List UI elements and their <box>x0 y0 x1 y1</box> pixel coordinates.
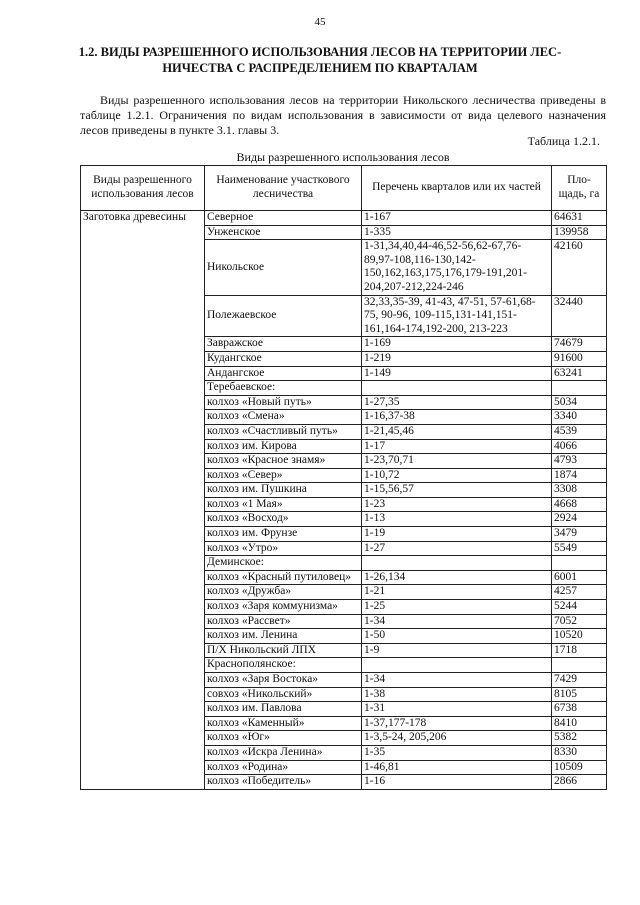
cell-area: 74679 <box>552 337 607 352</box>
cell-quarters: 1-23 <box>362 497 552 512</box>
cell-quarters: 1-50 <box>362 629 552 644</box>
cell-area: 1874 <box>552 468 607 483</box>
cell-quarters: 1-27,35 <box>362 395 552 410</box>
cell-quarters: 1-27 <box>362 541 552 556</box>
cell-district-name: совхоз «Никольский» <box>205 687 362 702</box>
cell-district-name: Никольское <box>205 240 362 295</box>
cell-quarters: 1-23,70,71 <box>362 454 552 469</box>
cell-quarters: 1-31,34,40,44-46,52-56,62-67,76-89,97-108,116-130,142-150,162,163,175,176,179-191,201-204,207-212,224-246 <box>362 240 552 295</box>
cell-area: 8105 <box>552 687 607 702</box>
cell-quarters: 1-31 <box>362 702 552 717</box>
cell-district-name: колхоз «Победитель» <box>205 775 362 790</box>
table-header-row <box>81 166 607 211</box>
cell-area: 139958 <box>552 225 607 240</box>
cell-area: 5034 <box>552 395 607 410</box>
forest-use-table <box>80 165 607 790</box>
cell-quarters: 1-35 <box>362 745 552 760</box>
cell-district-name: колхоз «Родина» <box>205 760 362 775</box>
table-caption: Виды разрешенного использования лесов <box>236 150 450 164</box>
header-district: Наименование участкового лесничества <box>205 166 362 211</box>
cell-quarters: 1-21,45,46 <box>362 424 552 439</box>
intro-paragraph <box>80 93 606 138</box>
cell-district-name: колхоз «Утро» <box>205 541 362 556</box>
cell-area <box>552 381 607 396</box>
cell-area: 5549 <box>552 541 607 556</box>
cell-district-name: колхоз им. Фрунзе <box>205 527 362 542</box>
cell-area: 63241 <box>552 366 607 381</box>
cell-district-name: Завражское <box>205 337 362 352</box>
cell-area: 4793 <box>552 454 607 469</box>
cell-district-name: колхоз «Красное знамя» <box>205 454 362 469</box>
cell-area: 42160 <box>552 240 607 295</box>
cell-district-name: Краснополянское: <box>205 658 362 673</box>
cell-district-name: колхоз «1 Мая» <box>205 497 362 512</box>
cell-area: 10509 <box>552 760 607 775</box>
cell-area: 3479 <box>552 527 607 542</box>
cell-area: 2866 <box>552 775 607 790</box>
cell-district-name: колхоз «Искра Ленина» <box>205 745 362 760</box>
cell-area: 64631 <box>552 211 607 226</box>
cell-district-name: колхоз «Заря коммунизма» <box>205 600 362 615</box>
cell-area: 4066 <box>552 439 607 454</box>
cell-quarters: 1-21 <box>362 585 552 600</box>
cell-quarters: 1-335 <box>362 225 552 240</box>
cell-quarters: 1-15,56,57 <box>362 483 552 498</box>
cell-quarters: 1-34 <box>362 614 552 629</box>
cell-district-name: колхоз «Восход» <box>205 512 362 527</box>
cell-district-name: Унженское <box>205 225 362 240</box>
cell-quarters: 1-26,134 <box>362 570 552 585</box>
cell-district-name: колхоз «Смена» <box>205 410 362 425</box>
cell-use-kind: Заготовка древесины <box>81 211 205 790</box>
cell-quarters: 1-10,72 <box>362 468 552 483</box>
table-body <box>81 211 607 790</box>
cell-district-name: Теребаевское: <box>205 381 362 396</box>
cell-area: 91600 <box>552 351 607 366</box>
cell-quarters: 32,33,35-39, 41-43, 47-51, 57-61,68-75, 90-96, 109-115,131-141,151-161,164-174,192-200, 213-223 <box>362 295 552 337</box>
cell-area <box>552 556 607 571</box>
section-heading <box>70 44 570 76</box>
page-number: 45 <box>314 16 326 28</box>
intro-text: Виды разрешенного использования лесов на территории Никольского лесничества приведены в таблице 1.2.1. Ограничения по видам использования в зависимости от вида целевого назначения лесов приведены в пункте 3.1. главы 3. <box>80 93 606 137</box>
cell-quarters: 1-46,81 <box>362 760 552 775</box>
cell-quarters: 1-3,5-24, 205,206 <box>362 731 552 746</box>
cell-area: 6738 <box>552 702 607 717</box>
table-row <box>81 211 607 226</box>
cell-area: 4668 <box>552 497 607 512</box>
cell-area: 7052 <box>552 614 607 629</box>
cell-district-name: колхоз «Каменный» <box>205 716 362 731</box>
cell-area: 1718 <box>552 643 607 658</box>
cell-district-name: колхоз им. Пушкина <box>205 483 362 498</box>
cell-district-name: Северное <box>205 211 362 226</box>
cell-area: 4539 <box>552 424 607 439</box>
cell-quarters: 1-38 <box>362 687 552 702</box>
cell-district-name: колхоз им. Ленина <box>205 629 362 644</box>
cell-area: 3340 <box>552 410 607 425</box>
cell-quarters <box>362 658 552 673</box>
cell-area: 3308 <box>552 483 607 498</box>
cell-district-name: П/Х Никольский ЛПХ <box>205 643 362 658</box>
cell-district-name: колхоз «Заря Востока» <box>205 673 362 688</box>
cell-quarters: 1-149 <box>362 366 552 381</box>
cell-district-name: Деминское: <box>205 556 362 571</box>
section-heading-line-2: НИЧЕСТВА С РАСПРЕДЕЛЕНИЕМ ПО КВАРТАЛАМ <box>162 61 478 75</box>
cell-quarters: 1-17 <box>362 439 552 454</box>
table-number: Таблица 1.2.1. <box>527 134 600 148</box>
cell-district-name: колхоз «Новый путь» <box>205 395 362 410</box>
cell-quarters: 1-34 <box>362 673 552 688</box>
cell-quarters: 1-19 <box>362 527 552 542</box>
cell-area: 7429 <box>552 673 607 688</box>
cell-area: 2924 <box>552 512 607 527</box>
cell-quarters <box>362 556 552 571</box>
section-heading-line-1: 1.2. ВИДЫ РАЗРЕШЕННОГО ИСПОЛЬЗОВАНИЯ ЛЕСОВ НА ТЕРРИТОРИИ ЛЕС- <box>78 45 562 59</box>
cell-area: 5382 <box>552 731 607 746</box>
cell-district-name: колхоз «Дружба» <box>205 585 362 600</box>
header-quarters: Перечень кварталов или их частей <box>362 166 552 211</box>
cell-area: 8410 <box>552 716 607 731</box>
cell-quarters: 1-169 <box>362 337 552 352</box>
cell-district-name: колхоз «Север» <box>205 468 362 483</box>
cell-quarters: 1-167 <box>362 211 552 226</box>
cell-area: 6001 <box>552 570 607 585</box>
cell-quarters: 1-9 <box>362 643 552 658</box>
cell-quarters: 1-13 <box>362 512 552 527</box>
cell-area: 32440 <box>552 295 607 337</box>
cell-quarters: 1-37,177-178 <box>362 716 552 731</box>
cell-quarters: 1-16 <box>362 775 552 790</box>
header-use-kind: Виды разрешенного использования лесов <box>81 166 205 211</box>
cell-district-name: колхоз «Рассвет» <box>205 614 362 629</box>
cell-area <box>552 658 607 673</box>
cell-quarters: 1-25 <box>362 600 552 615</box>
cell-district-name: колхоз им. Павлова <box>205 702 362 717</box>
cell-area: 5244 <box>552 600 607 615</box>
cell-quarters: 1-219 <box>362 351 552 366</box>
cell-quarters <box>362 381 552 396</box>
cell-district-name: Андангское <box>205 366 362 381</box>
cell-quarters: 1-16,37-38 <box>362 410 552 425</box>
header-area: Пло-щадь, га <box>552 166 607 211</box>
cell-district-name: колхоз «Юг» <box>205 731 362 746</box>
cell-district-name: колхоз им. Кирова <box>205 439 362 454</box>
cell-district-name: Полежаевское <box>205 295 362 337</box>
cell-area: 4257 <box>552 585 607 600</box>
cell-area: 10520 <box>552 629 607 644</box>
cell-district-name: колхоз «Счастливый путь» <box>205 424 362 439</box>
cell-area: 8330 <box>552 745 607 760</box>
cell-district-name: Кудангское <box>205 351 362 366</box>
cell-district-name: колхоз «Красный путиловец» <box>205 570 362 585</box>
